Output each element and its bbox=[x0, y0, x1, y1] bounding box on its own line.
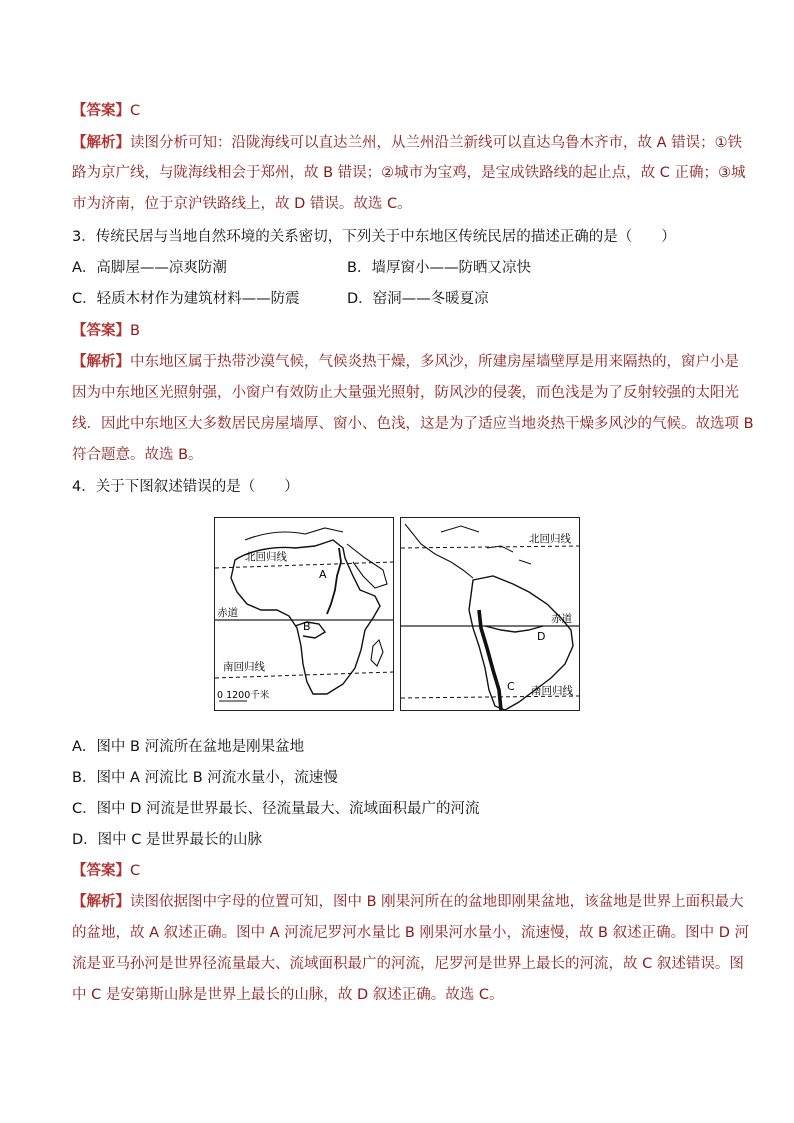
q3-answer-line bbox=[72, 321, 722, 341]
q4-answer-line bbox=[72, 861, 722, 881]
tropic-north-line bbox=[215, 562, 393, 568]
tropic-north-label: 北回归线 bbox=[245, 551, 287, 563]
analysis-text: 中东地区属于热带沙漠气候，气候炎热干燥，多风沙，所建房屋墙壁厚是用来隔热的，窗户小是 bbox=[130, 354, 739, 370]
equator-label: 赤道 bbox=[551, 613, 572, 625]
tropic-south-label: 南回归线 bbox=[531, 685, 573, 697]
answer-tag: 【答案】 bbox=[72, 323, 130, 339]
q3-stem: 3．传统民居与当地自然环境的关系密切，下列关于中东地区传统民居的描述正确的是（ ） bbox=[72, 229, 676, 245]
analysis-tag: 【解析】 bbox=[72, 894, 130, 910]
q3-option-a: A．高脚屋——凉爽防潮 bbox=[72, 260, 227, 276]
q4-analysis-line-1 bbox=[72, 892, 744, 912]
amazon-river bbox=[485, 626, 543, 632]
q4-analysis-line-4: 中 C 是安第斯山脉是世界上最长的山脉，故 D 叙述正确。故选 C。 bbox=[72, 987, 504, 1003]
q3-analysis-line-2: 因为中东地区光照射强，小窗户有效防止大量强光照射，防风沙的侵袭，而色浅是为了反射较强的太阳光 bbox=[72, 385, 739, 401]
arabia-coastline bbox=[347, 544, 387, 588]
africa-map bbox=[214, 517, 394, 711]
analysis-tag: 【解析】 bbox=[72, 135, 130, 151]
q2-analysis-line-2: 路为京广线，与陇海线相会于郑州，故 B 错误；②城市为宝鸡，是宝成铁路线的起止点，故 C 正确；③城 bbox=[72, 165, 746, 181]
q3-analysis-line-1 bbox=[72, 352, 739, 372]
q4-analysis-line-2: 的盆地，故 A 叙述正确。图中 A 河流尼罗河水量比 B 刚果河水量小，流速慢，故 B 叙述正确。图中 D 河 bbox=[72, 925, 749, 941]
answer-tag: 【答案】 bbox=[72, 863, 130, 879]
q3-analysis-line-3: 线．因此中东地区大多数居民房屋墙厚、窗小、色浅，这是为了适应当地炎热干燥多风沙的气候。故选项 B bbox=[72, 416, 754, 432]
africa-map-svg bbox=[215, 518, 393, 710]
label-a: A bbox=[319, 568, 327, 581]
scale-label: 0 1200千米 bbox=[217, 690, 270, 701]
answer-value: C bbox=[130, 103, 141, 119]
q3-option-b: B．墙厚窗小——防晒又凉快 bbox=[347, 260, 531, 276]
nile-river bbox=[327, 548, 341, 614]
tropic-south-label: 南回归线 bbox=[223, 661, 265, 673]
answer-tag: 【答案】 bbox=[72, 103, 130, 119]
analysis-text: 读图分析可知：沿陇海线可以直达兰州，从兰州沿兰新线可以直达乌鲁木齐市，故 A 错误；①铁 bbox=[130, 135, 743, 151]
label-c: C bbox=[507, 680, 515, 693]
q4-option-c: C．图中 D 河流是世界最长、径流量最大、流域面积最广的河流 bbox=[72, 801, 480, 817]
q4-option-d: D．图中 C 是世界最长的山脉 bbox=[72, 832, 263, 848]
central-america-coast bbox=[405, 524, 473, 578]
analysis-tag: 【解析】 bbox=[72, 354, 130, 370]
q4-option-a: A．图中 B 河流所在盆地是刚果盆地 bbox=[72, 739, 305, 755]
caribbean-islands bbox=[441, 526, 531, 564]
south-america-map bbox=[400, 517, 580, 711]
europe-coastline bbox=[245, 528, 343, 540]
q3-analysis-line-4: 符合题意。故选 B。 bbox=[72, 447, 203, 463]
q2-answer-line bbox=[72, 101, 722, 121]
madagascar-outline bbox=[371, 640, 383, 666]
answer-value: C bbox=[130, 863, 141, 879]
q3-option-c: C．轻质木材作为建筑材料——防震 bbox=[72, 291, 300, 307]
q2-analysis-line-1 bbox=[72, 133, 743, 153]
q4-analysis-line-3: 流是亚马孙河是世界径流量最大、流域面积最广的河流，尼罗河是世界上最长的河流，故 C 叙述错误。图 bbox=[72, 956, 744, 972]
label-b: B bbox=[303, 620, 311, 633]
answer-value: B bbox=[130, 323, 140, 339]
analysis-text: 读图依据图中字母的位置可知，图中 B 刚果河所在的盆地即刚果盆地，该盆地是世界上面积最大 bbox=[130, 894, 744, 910]
q2-analysis-line-3: 市为济南，位于京沪铁路线上，故 D 错误。故选 C。 bbox=[72, 196, 412, 212]
q4-option-b: B．图中 A 河流比 B 河流水量小，流速慢 bbox=[72, 770, 338, 786]
q4-stem: 4．关于下图叙述错误的是（ ） bbox=[72, 479, 299, 495]
equator-label: 赤道 bbox=[217, 607, 238, 619]
label-d: D bbox=[537, 630, 546, 643]
q3-option-d: D．窑洞——冬暖夏凉 bbox=[347, 291, 489, 307]
tropic-north-label: 北回归线 bbox=[529, 533, 571, 545]
south-america-map-svg bbox=[401, 518, 579, 710]
